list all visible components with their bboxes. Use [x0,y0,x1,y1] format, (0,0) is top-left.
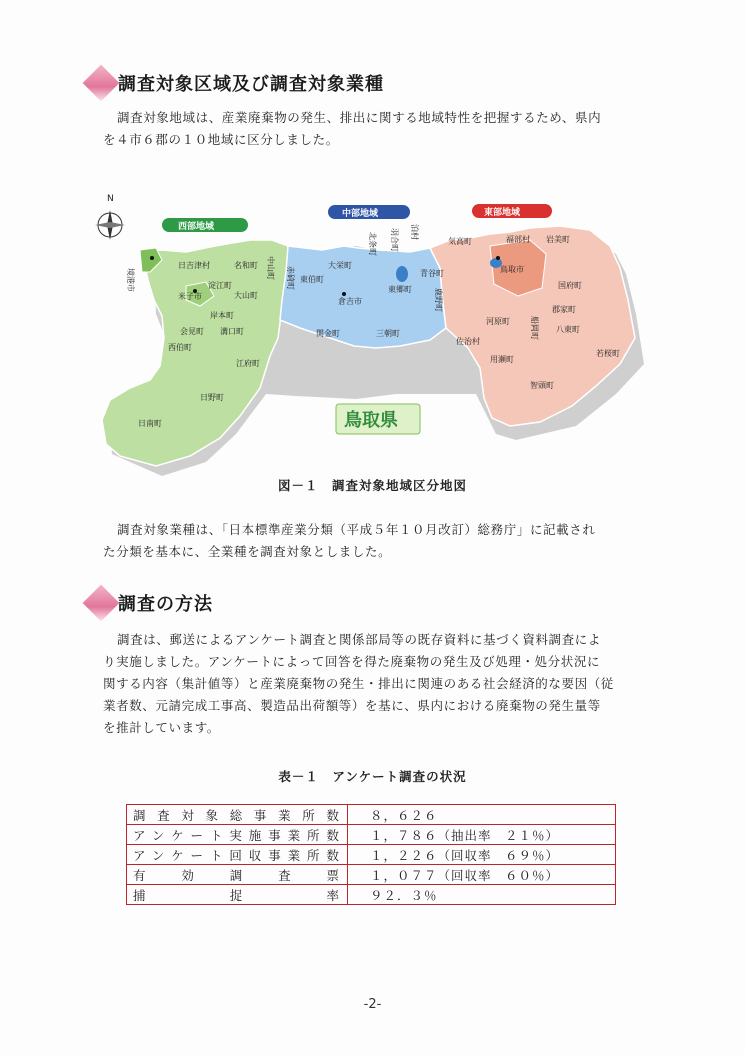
prefecture-badge [336,404,420,434]
method-description [103,629,683,739]
map-label: 関金町 [316,329,340,338]
map-label: 用瀬町 [490,355,514,364]
compass-icon [95,194,125,240]
map-label: 大栄町 [328,261,352,270]
map-label: 船岡町 [530,316,539,340]
row-value: １，０７７（回収率 ６０％） [348,865,616,885]
map-label: 青谷町 [420,269,444,278]
map-label: 北条町 [368,232,377,256]
paragraph-line: 調査対象地域は、産業廃棄物の発生、排出に関する地域特性を把握するため、県内 [117,110,602,125]
table-caption: 表－１ アンケート調査の状況 [278,769,467,784]
map-label: 江府町 [236,359,260,368]
map-label: 東伯町 [300,275,324,284]
map-label: 西伯町 [168,343,192,352]
table-row [127,805,616,825]
map-label: 淀江町 [208,281,232,290]
map-label: 東郷町 [388,285,412,294]
region-name: 中部地域 [342,209,379,219]
north-label: N [107,194,114,204]
prefecture-name: 鳥取県 [344,410,398,431]
page-number: -2- [363,997,382,1012]
table-row [127,885,616,905]
map-label: 日野町 [200,393,224,402]
paragraph-line: を４市６郡の１０地域に区分しました。 [103,132,339,147]
table-row [127,845,616,865]
row-label: 有効調査票 [127,865,348,885]
diamond-bullet-icon [83,585,120,622]
map-label: 日南町 [138,419,162,428]
row-value: １，２２６（回収率 ６９％） [348,845,616,865]
map-label: 羽合町 [390,228,399,252]
region-tag-central [328,205,410,219]
map-label: 会見町 [180,327,204,336]
map-label: 福部村 [506,235,530,244]
map-label: 名和町 [234,261,258,270]
map-label: 国府町 [558,281,582,290]
row-label: 調査対象総事業所数 [127,805,348,825]
map-label: 大山町 [234,291,258,300]
map-label: 日吉津村 [178,261,210,270]
map-label: 鳥取市 [500,265,524,274]
map-label: 中山町 [266,256,275,280]
diamond-bullet-icon [83,65,120,102]
map-label: 岸本町 [210,311,234,320]
map-label: 赤碕町 [286,266,295,290]
map-label: 河原町 [486,317,510,326]
map-label: 佐治村 [456,337,480,346]
region-tag-west [162,218,248,232]
paragraph-line: り実施しました。アンケートによって回答を得た廃棄物の発生及び処理・処分状況に [103,654,601,669]
map-label: 気高町 [448,237,472,246]
row-label: 捕捉率 [127,885,348,905]
figure-caption: 図－１ 調査対象地域区分地図 [277,478,467,493]
row-label: アンケート回収事業所数 [127,845,348,865]
map-label: 岩美町 [546,235,570,244]
map-label: 倉吉市 [338,297,362,306]
map-label: 溝口町 [220,327,244,336]
map-label: 三朝町 [376,329,400,338]
map-label: 智頭町 [530,381,554,390]
paragraph-line: 調査は、郵送によるアンケート調査と関係部局等の既存資料に基づく資料調査によ [117,632,601,647]
paragraph-line: 関する内容（集計値等）と産業廃棄物の発生・排出に関連のある社会経済的な要因（従 [103,676,614,691]
region-name: 西部地域 [178,222,215,232]
industry-description [103,519,683,563]
row-value: ８，６２６ [348,805,616,825]
table-row [127,865,616,885]
paragraph-line: 業者数、元請完成工事高、製造品出荷額等）を基に、県内における廃棄物の発生量等 [103,698,601,713]
map-label: 郡家町 [552,305,576,314]
paragraph-line: た分類を基本に、全業種を調査対象としました。 [103,544,392,559]
section-title: 調査対象区域及び調査対象業種 [118,74,384,95]
row-value: ９２．３％ [348,885,616,905]
row-label: アンケート実施事業所数 [127,825,348,845]
section-title: 調査の方法 [118,594,213,615]
map-label: 鹿野町 [434,288,443,312]
map-label: 泊村 [410,224,419,240]
region-tag-east [472,204,552,218]
map-label: 八東町 [556,325,580,334]
row-value: １，７８６（抽出率 ２１％） [348,825,616,845]
region-map [90,188,650,478]
paragraph-line: を推計しています。 [103,720,220,735]
map-label: 若桜町 [596,349,620,358]
area-description [103,107,683,151]
survey-status-table [126,804,616,905]
map-label: 米子市 [178,292,202,301]
region-name: 東部地域 [484,208,521,218]
map-label: 境港市 [126,268,135,292]
paragraph-line: 調査対象業種は、「日本標準産業分類（平成５年１０月改訂）総務庁」に記載され [117,522,596,537]
table-row [127,825,616,845]
map-svg [90,188,650,478]
